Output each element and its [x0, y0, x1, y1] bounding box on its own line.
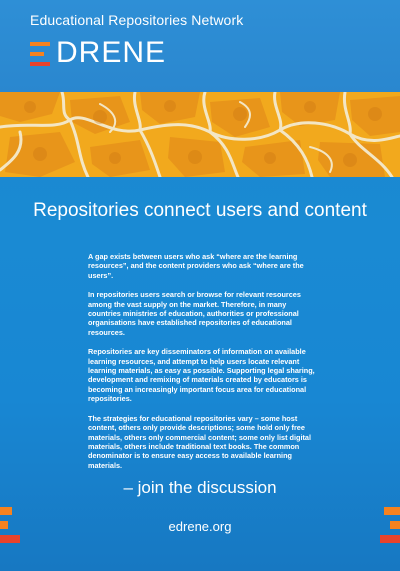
texture-banner — [0, 92, 400, 177]
page-title: Repositories connect users and content — [33, 200, 367, 221]
paragraph-4: The strategies for educational repositories vary – some host content, others only provide descriptions; some hold only free materials, others only commercial content; some only list digital materials, others include traditional text books. The common denominator is to ensure easy access to available learning materials. — [88, 413, 312, 470]
logo-wordmark: DRENE — [56, 36, 167, 69]
body-text — [88, 252, 320, 480]
website-link[interactable]: edrene.org — [168, 519, 232, 534]
yellow-texture-image — [0, 92, 400, 177]
paragraph-2: In repositories users search or browse for relevant resources among the vast supply on the market. Therefore, in many countries ministries of education, authorities or professional organisations have established repositories of educational resources. — [88, 290, 301, 337]
header — [0, 0, 400, 92]
paragraph-1: A gap exists between users who ask “where are the learning resources”, and the content providers who ask “where are the users”. — [88, 252, 304, 280]
join-discussion-text: – join the discussion — [123, 478, 277, 497]
network-name: Educational Repositories Network — [30, 12, 244, 28]
edrene-logo — [30, 36, 230, 69]
logo-bars-icon — [30, 42, 52, 66]
paragraph-3: Repositories are key disseminators of information on available learning resources, and attempt to help users locate relevant learning materials, as easy as possible. Supporting legal sharing, development and remixing of materials created by educators is becoming an increasingly important focus area for educational repositories. — [88, 347, 315, 404]
